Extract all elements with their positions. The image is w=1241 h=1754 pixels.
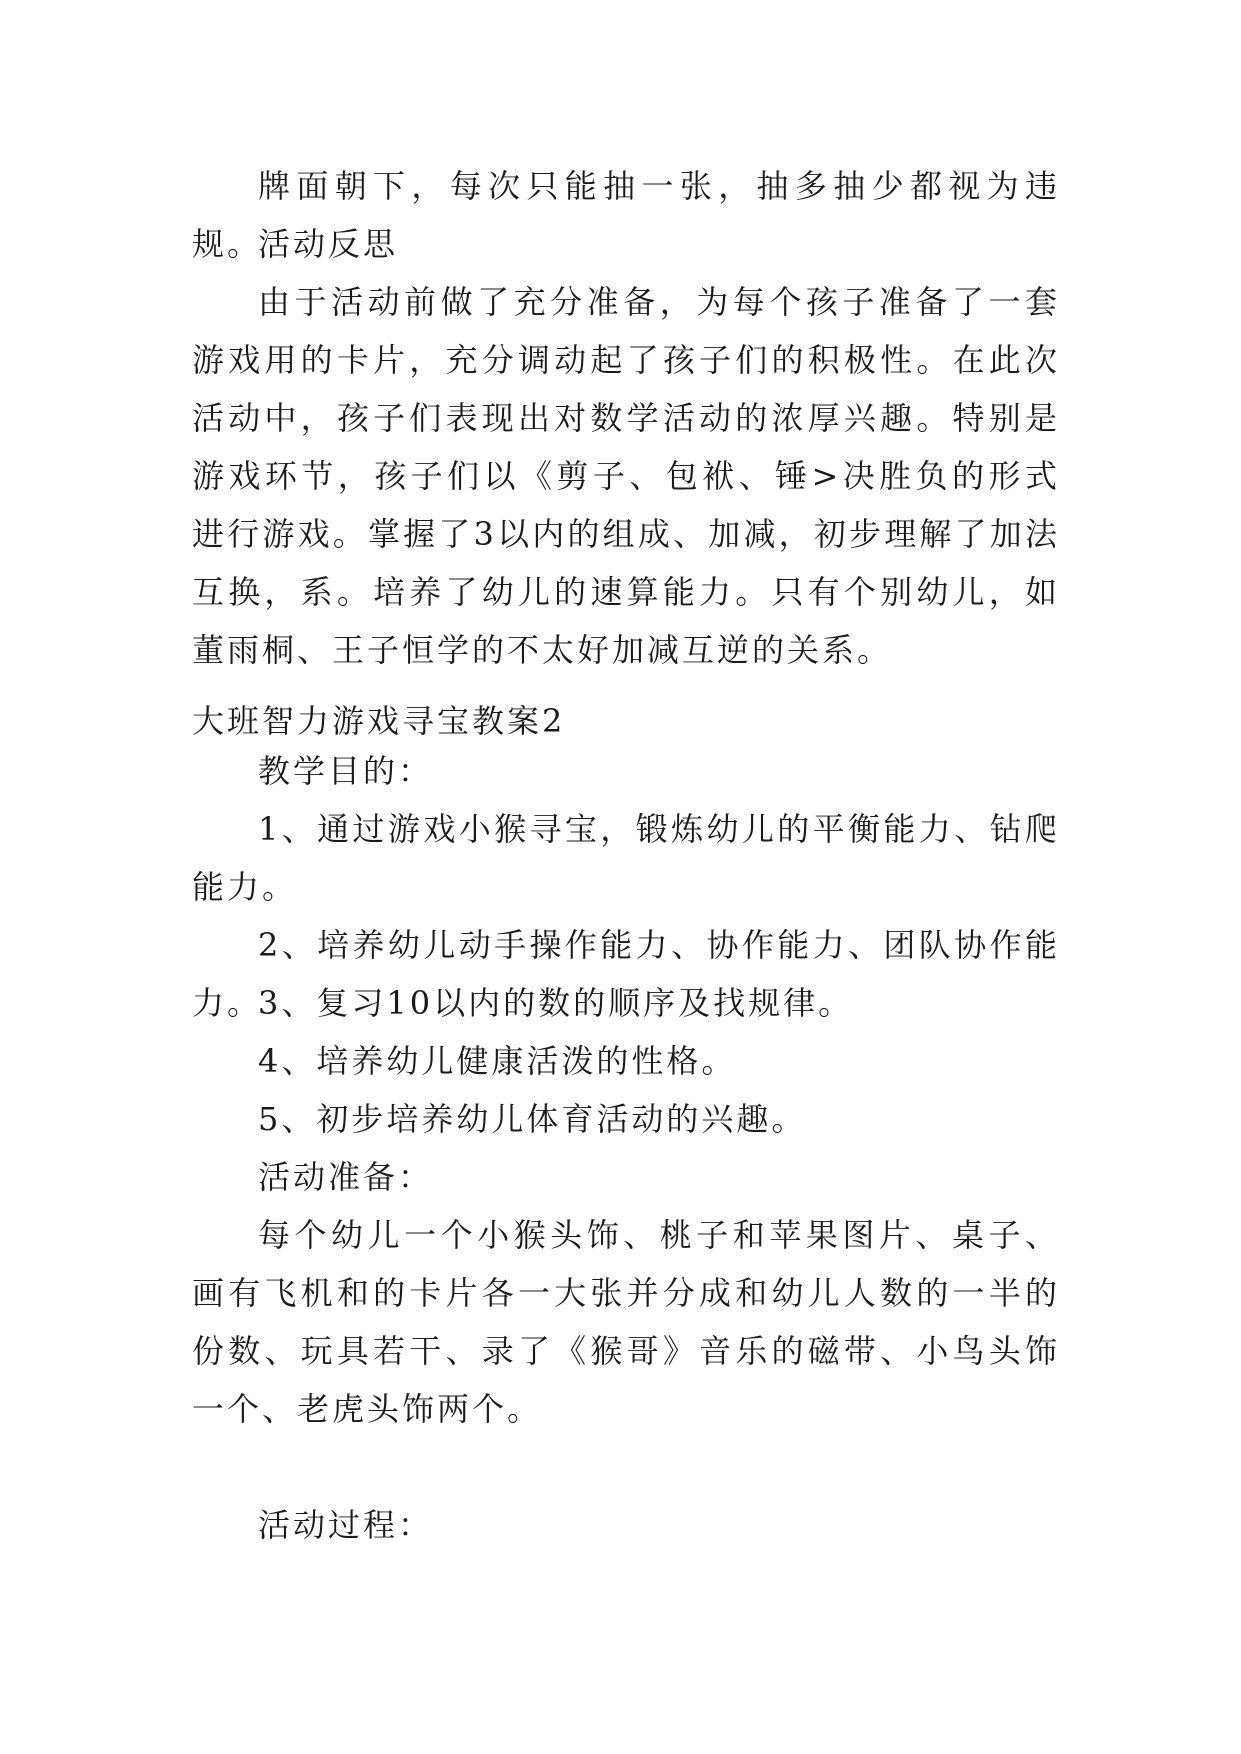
paragraph-preparation: 每个幼儿一个小猴头饰、桃子和苹果图片、桌子、画有飞机和的卡片各一大张并分成和幼儿人数的一半的份数、玩具若干、录了《猴哥》音乐的磁带、小鸟头饰一个、老虎头饰两个。 bbox=[192, 1216, 1060, 1428]
goal-item-4: 4、培养幼儿健康活泼的性格。 bbox=[258, 1042, 737, 1080]
paragraph-rule: 牌面朝下，每次只能抽一张，抽多抽少都视为违规。 bbox=[192, 167, 1060, 263]
paragraph-reflection: 由于活动前做了充分准备，为每个孩子准备了一套游戏用的卡片，充分调动起了孩子们的积极性。在此次活动中，孩子们表现出对数学活动的浓厚兴趣。特别是游戏环节，孩子们以《剪子、包袱、锤>决胜负的形式进行游戏。掌握了3以内的组成、加减，初步理解了加法互换，系。培养了幼儿的速算能力。只有个别幼儿，如董雨桐、王子恒学的不太好加减互逆的关系。 bbox=[192, 283, 1060, 669]
document-heading: 大班智力游戏寻宝教案2 bbox=[192, 702, 566, 740]
goal-item-3: 3、复习10以内的数的顺序及找规律。 bbox=[258, 984, 854, 1022]
section-title-reflection: 活动反思 bbox=[258, 225, 399, 263]
section-title-process: 活动过程： bbox=[258, 1506, 434, 1544]
section-title-preparation: 活动准备： bbox=[258, 1158, 434, 1196]
goal-item-5: 5、初步培养幼儿体育活动的兴趣。 bbox=[258, 1100, 807, 1138]
section-title-goals: 教学目的： bbox=[258, 752, 434, 790]
goal-item-1: 1、通过游戏小猴寻宝，锻炼幼儿的平衡能力、钻爬能力。 bbox=[192, 810, 1060, 906]
goal-item-2: 2、培养幼儿动手操作能力、协作能力、团队协作能力。 bbox=[192, 926, 1060, 1022]
